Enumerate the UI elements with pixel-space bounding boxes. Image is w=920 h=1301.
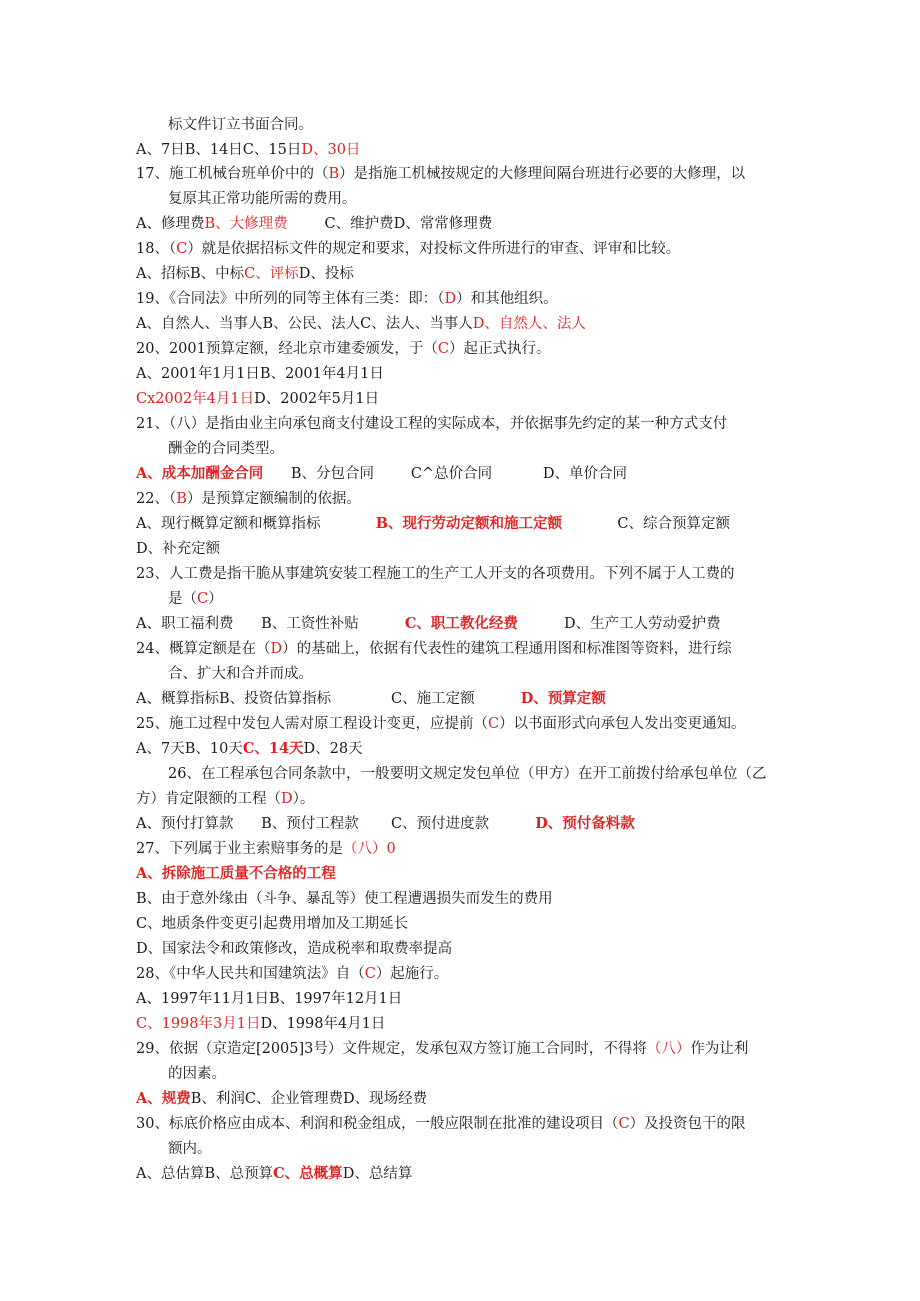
text-line xyxy=(136,514,730,534)
line-text: A、现行概算定额和概算指标 xyxy=(136,516,376,532)
line-text: B、分包合同 C^总价合同 D、单价合同 xyxy=(263,466,628,482)
text-line xyxy=(136,264,354,284)
text-line xyxy=(136,364,384,384)
answer-text: B xyxy=(176,491,187,507)
line-text: 25、施工过程中发包人需对原工程设计变更，应提前（ xyxy=(136,716,488,732)
text-line xyxy=(136,864,336,884)
answer-text: C xyxy=(437,341,449,357)
line-text: 复原其正常功能所需的费用。 xyxy=(168,191,357,207)
line-text: 19、《合同法》中所列的同等主体有三类：即：（ xyxy=(136,291,445,307)
answer-text: D、预付备料款 xyxy=(535,815,635,832)
line-text: 方）肯定限额的工程（ xyxy=(136,791,281,807)
line-text: ）就是依据招标文件的规定和要求，对投标文件所进行的审查、评审和比较。 xyxy=(187,241,681,257)
text-line xyxy=(136,564,734,584)
answer-text: A、拆除施工质量不合格的工程 xyxy=(136,865,336,882)
answer-text: A、成本加酬金合同 xyxy=(136,465,264,482)
answer-text: C、1998年3月1日 xyxy=(136,1016,261,1032)
answer-text: C、职工教化经费 xyxy=(404,615,518,632)
line-text: 26、在工程承包合同条款中，一般要明文规定发包单位（甲方）在开工前拨付给承包单位（乙 xyxy=(168,766,767,782)
answer-text: D xyxy=(444,291,457,307)
text-line xyxy=(168,439,284,459)
line-text: 22、（ xyxy=(136,491,177,507)
answer-text: B xyxy=(328,166,340,182)
text-line xyxy=(136,214,492,234)
line-text: ）是预算定额编制的依据。 xyxy=(186,491,361,507)
answer-text: C xyxy=(364,966,376,982)
answer-text: C xyxy=(487,716,500,732)
line-text: 18、（ xyxy=(136,241,177,257)
text-line xyxy=(136,1114,746,1134)
text-line xyxy=(136,964,448,984)
text-line xyxy=(136,539,220,559)
text-line xyxy=(136,239,680,259)
answer-text: （八）0 xyxy=(342,841,396,857)
line-text: 29、依据（京造定[2005]3号）文件规定，发承包双方签订施工合同时，不得将 xyxy=(136,1041,647,1057)
answer-text: A、规费 xyxy=(136,1090,191,1107)
text-line xyxy=(136,414,727,434)
answer-text: C、总概算 xyxy=(273,1165,343,1182)
text-line xyxy=(136,1089,427,1109)
text-line xyxy=(136,140,360,160)
text-line xyxy=(136,1039,748,1059)
text-line xyxy=(136,814,635,834)
line-text: 24、概算定额是在（ xyxy=(136,641,271,657)
line-text: A、招标B、中标 xyxy=(136,266,245,282)
text-line xyxy=(136,789,314,809)
line-text: ）。 xyxy=(292,791,315,807)
line-text: ）以书面形式向承包人发出变更通知。 xyxy=(499,716,746,732)
answer-text: C、评标 xyxy=(244,266,299,282)
line-text: 20、2001预算定额，经北京市建委颁发，于（ xyxy=(136,341,438,357)
line-text: ）及投资包干的限 xyxy=(629,1116,746,1132)
line-text: D、生产工人劳动爱护费 xyxy=(517,616,721,632)
text-line xyxy=(136,639,732,659)
answer-text: D、30日 xyxy=(301,142,361,158)
line-text: ）起正式执行。 xyxy=(448,341,551,357)
line-text: A、自然人、当事人B、公民、法人C、法人、当事人 xyxy=(136,316,473,332)
line-text: 合、扩大和合并而成。 xyxy=(168,666,313,682)
line-text: A、7日B、14日C、15日 xyxy=(136,142,302,158)
line-text: A、修理费 xyxy=(136,216,205,232)
line-text: 23、人工费是指干脆从事建筑安装工程施工的生产工人开支的各项费用。下列不属于人工费的 xyxy=(136,566,735,582)
text-line xyxy=(136,1014,385,1034)
text-line xyxy=(168,764,766,784)
text-line xyxy=(136,614,721,634)
text-line xyxy=(168,1139,212,1159)
line-text: A、总估算B、总预算 xyxy=(136,1166,274,1182)
line-text: B、利润C、企业管理费D、现场经费 xyxy=(190,1091,428,1107)
answer-text: C xyxy=(618,1116,630,1132)
line-text: ）起施行。 xyxy=(375,966,449,982)
line-text: ）和其他组织。 xyxy=(456,291,558,307)
line-text: 标文件订立书面合同。 xyxy=(168,117,313,133)
line-text: 的因素。 xyxy=(168,1066,226,1082)
answer-text: Cx2002年4月1日 xyxy=(136,391,255,407)
line-text: 酬金的合同类型。 xyxy=(168,441,284,457)
line-text: 是（ xyxy=(168,591,197,607)
line-text: ）是指施工机械按规定的大修理间隔台班进行必要的大修理，以 xyxy=(339,166,746,182)
line-text: C、地质条件变更引起费用增加及工期延长 xyxy=(136,916,409,932)
text-line xyxy=(136,489,361,509)
text-line xyxy=(136,739,363,759)
line-text: D、28天 xyxy=(303,741,363,757)
line-text: 27、下列属于业主索赔事务的是 xyxy=(136,841,343,857)
text-line xyxy=(168,189,357,209)
line-text: D、国家法令和政策修改，造成税率和取费率提高 xyxy=(136,941,453,957)
text-line xyxy=(136,389,379,409)
line-text: A、概算指标B、投资估算指标 C、施工定额 xyxy=(136,691,521,707)
text-line xyxy=(136,339,550,359)
answer-text: B、现行劳动定额和施工定额 xyxy=(375,515,563,532)
text-line xyxy=(136,164,745,184)
answer-text: D、预算定额 xyxy=(520,690,606,707)
line-text: 21、（八）是指由业主向承包商支付建设工程的实际成本，并依据事先约定的某一种方式支付 xyxy=(136,416,728,432)
line-text: 作为让利 xyxy=(690,1041,749,1057)
text-line xyxy=(136,714,746,734)
answer-text: B、大修理费 xyxy=(204,216,288,232)
line-text: D、总结算 xyxy=(342,1166,413,1182)
answer-text: C、14天 xyxy=(242,740,304,757)
text-line xyxy=(136,314,586,334)
text-line xyxy=(136,989,402,1009)
text-line xyxy=(168,664,313,684)
text-line xyxy=(168,1064,226,1084)
line-text: D、补充定额 xyxy=(136,541,221,557)
line-text: A、2001年1月1日B、2001年4月1日 xyxy=(136,366,384,382)
answer-text: C xyxy=(176,241,188,257)
text-line xyxy=(136,939,452,959)
line-text: B、由于意外缘由（斗争、暴乱等）使工程遭遇损失而发生的费用 xyxy=(136,891,553,907)
text-line xyxy=(168,589,223,609)
text-line xyxy=(136,289,558,309)
line-text: ）的基础上，依据有代表性的建筑工程通用图和标准图等资料，进行综 xyxy=(282,641,732,657)
line-text: A、7天B、10天 xyxy=(136,741,243,757)
line-text: D、2002年5月1日 xyxy=(254,391,380,407)
answer-text: （八） xyxy=(646,1041,691,1057)
text-line xyxy=(136,1164,412,1184)
line-text: A、1997年11月1日B、1997年12月1日 xyxy=(136,991,403,1007)
line-text: 17、施工机械台班单价中的（ xyxy=(136,166,329,182)
text-line xyxy=(136,464,627,484)
line-text: 28、《中华人民共和国建筑法》自（ xyxy=(136,966,365,982)
line-text: A、预付打算款 B、预付工程款 C、预付进度款 xyxy=(136,816,536,832)
line-text: C、综合预算定额 xyxy=(562,516,730,532)
text-line xyxy=(136,689,606,709)
answer-text: C xyxy=(197,591,209,607)
text-line xyxy=(136,889,553,909)
line-text: A、职工福利费 B、工资性补贴 xyxy=(136,616,405,632)
line-text: 30、标底价格应由成本、利润和税金组成，一般应限制在批准的建设项目（ xyxy=(136,1116,619,1132)
line-text: D、1998年4月1日 xyxy=(260,1016,386,1032)
line-text: D、投标 xyxy=(298,266,354,282)
text-line xyxy=(136,914,408,934)
line-text: C、维护费D、常常修理费 xyxy=(287,216,493,232)
text-line xyxy=(168,115,313,135)
answer-text: D、自然人、法人 xyxy=(472,316,586,332)
answer-text: D xyxy=(281,791,293,807)
line-text: ） xyxy=(208,591,223,607)
line-text: 额内。 xyxy=(168,1141,212,1157)
answer-text: D xyxy=(270,641,283,657)
text-line xyxy=(136,839,396,859)
